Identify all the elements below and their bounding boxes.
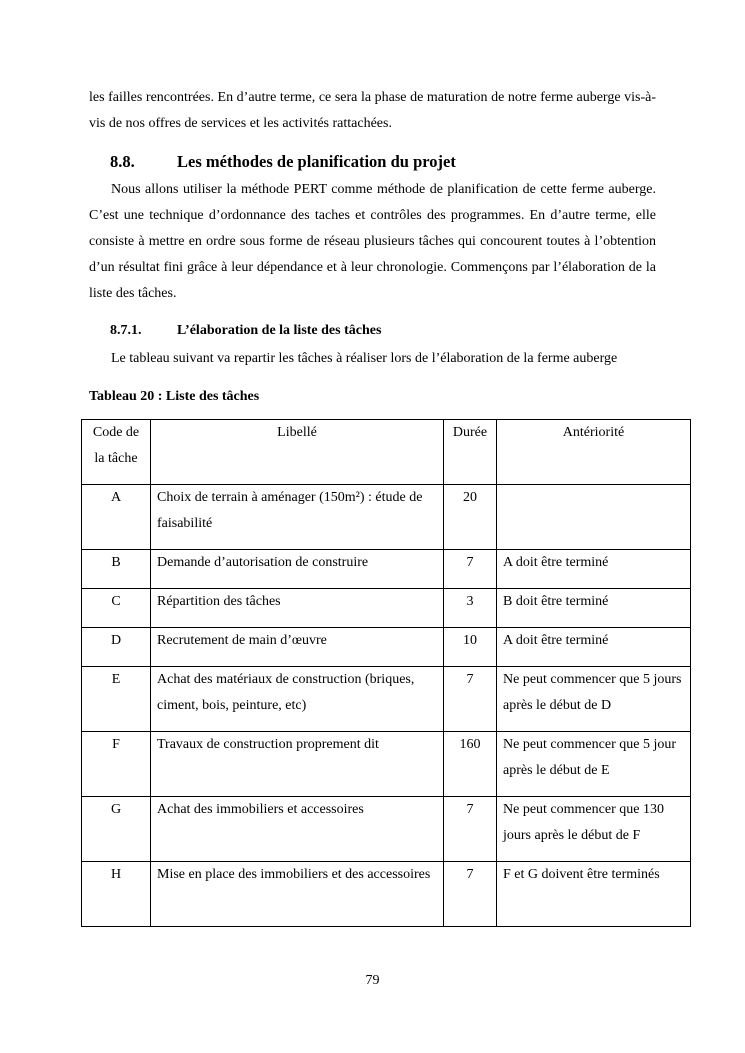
- header-code: Code de la tâche: [82, 420, 151, 485]
- table-row: [82, 797, 691, 862]
- subsection-title: L’élaboration de la liste des tâches: [177, 323, 382, 338]
- cell-anteriorite: [497, 485, 691, 550]
- table-row: [82, 862, 691, 927]
- cell-libelle: Travaux de construction proprement dit: [151, 732, 444, 797]
- cell-duree: 7: [444, 797, 497, 862]
- header-libelle: Libellé: [151, 420, 444, 485]
- cell-libelle: Recrutement de main d’œuvre: [151, 628, 444, 667]
- cell-code: A: [82, 485, 151, 550]
- cell-duree: 7: [444, 862, 497, 927]
- section-heading: [110, 152, 456, 172]
- task-table: [81, 419, 691, 927]
- table-row: [82, 550, 691, 589]
- table-row: [82, 667, 691, 732]
- cell-duree: 3: [444, 589, 497, 628]
- table-header-row: [82, 420, 691, 485]
- cell-code: H: [82, 862, 151, 927]
- table-row: [82, 589, 691, 628]
- cell-duree: 10: [444, 628, 497, 667]
- cell-libelle: Mise en place des immobiliers et des accessoires: [151, 862, 444, 927]
- cell-anteriorite: A doit être terminé: [497, 550, 691, 589]
- cell-code: B: [82, 550, 151, 589]
- cell-duree: 7: [444, 667, 497, 732]
- subsection-number: 8.7.1.: [110, 323, 142, 338]
- cell-anteriorite: A doit être terminé: [497, 628, 691, 667]
- cell-anteriorite: F et G doivent être terminés: [497, 862, 691, 927]
- header-duree: Durée: [444, 420, 497, 485]
- cell-libelle: Demande d’autorisation de construire: [151, 550, 444, 589]
- cell-anteriorite: B doit être terminé: [497, 589, 691, 628]
- cell-libelle: Répartition des tâches: [151, 589, 444, 628]
- section-number: 8.8.: [110, 152, 135, 171]
- cell-libelle: Choix de terrain à aménager (150m²) : étude de faisabilité: [151, 485, 444, 550]
- page-number: 79: [365, 973, 380, 988]
- cell-code: E: [82, 667, 151, 732]
- cell-anteriorite: Ne peut commencer que 130 jours après le début de F: [497, 797, 691, 862]
- cell-code: G: [82, 797, 151, 862]
- cell-duree: 7: [444, 550, 497, 589]
- cell-code: C: [82, 589, 151, 628]
- subsection-heading: [110, 323, 381, 339]
- cell-anteriorite: Ne peut commencer que 5 jour après le début de E: [497, 732, 691, 797]
- cell-anteriorite: Ne peut commencer que 5 jours après le début de D: [497, 667, 691, 732]
- intro-paragraph: les failles rencontrées. En d’autre terme, ce sera la phase de maturation de notre ferme auberge vis-à-vis de nos offres de services et les activités rattachées.: [89, 90, 656, 131]
- table-row: [82, 732, 691, 797]
- table-body: [82, 485, 691, 927]
- table-row: [82, 628, 691, 667]
- cell-libelle: Achat des matériaux de construction (briques, ciment, bois, peinture, etc): [151, 667, 444, 732]
- cell-code: D: [82, 628, 151, 667]
- cell-duree: 160: [444, 732, 497, 797]
- section-paragraph: Nous allons utiliser la méthode PERT comme méthode de planification de cette ferme auberge. C’est une technique d’ordonnance des taches et contrôles des programmes. En d’autre terme, elle consiste à mettre en ordre sous forme de réseau plusieurs tâches qui concourent toutes à l’obtention d’un résultat fini grâce à leur dépendance et à leur chronologie. Commençons par l’élaboration de la liste des tâches.: [89, 182, 656, 301]
- section-title: Les méthodes de planification du projet: [177, 152, 456, 171]
- table-caption: Tableau 20 : Liste des tâches: [89, 389, 260, 404]
- table-row: [82, 485, 691, 550]
- cell-libelle: Achat des immobiliers et accessoires: [151, 797, 444, 862]
- header-anteriorite: Antériorité: [497, 420, 691, 485]
- cell-duree: 20: [444, 485, 497, 550]
- cell-code: F: [82, 732, 151, 797]
- subsection-paragraph: Le tableau suivant va repartir les tâches à réaliser lors de l’élaboration de la ferme auberge: [111, 351, 618, 366]
